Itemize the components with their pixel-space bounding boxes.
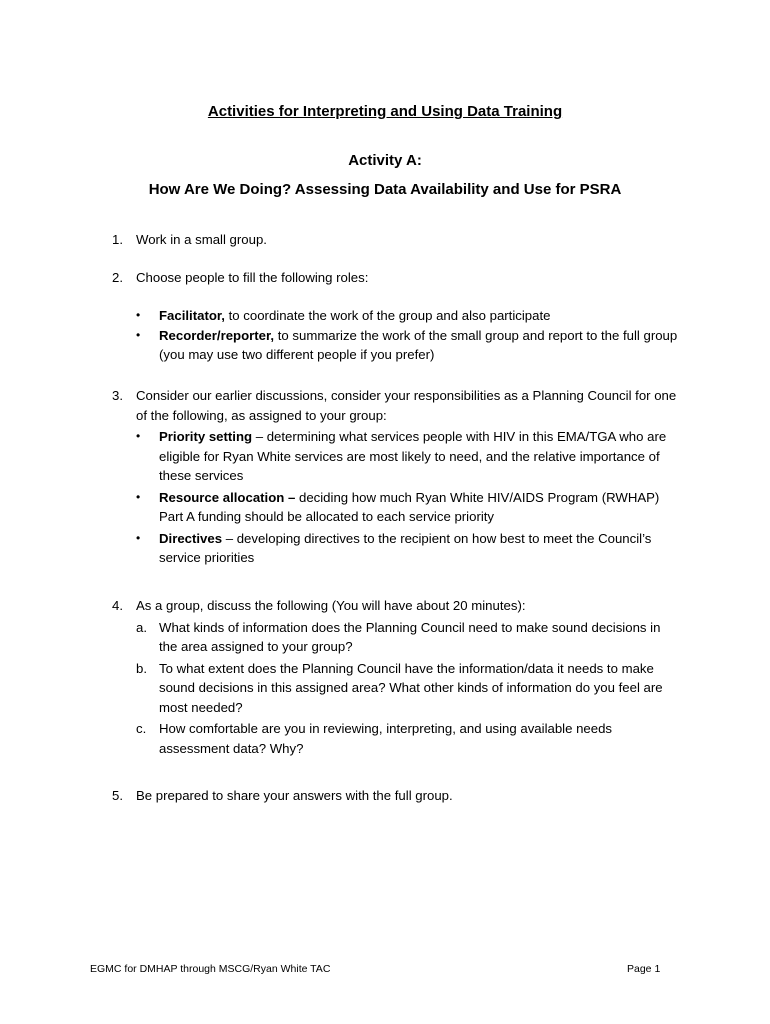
list-number: 3. <box>112 388 123 403</box>
list-item-4 <box>112 596 682 758</box>
responsibility-name: Directives <box>159 530 223 546</box>
list-text: As a group, discuss the following (You will have about 20 minutes): <box>136 598 526 613</box>
bullet-icon: • <box>136 530 141 545</box>
responsibility-description: deciding how much Ryan White HIV/AIDS Program (RWHAP) Part A funding should be allocated to each service priority <box>159 489 660 524</box>
list-number: 2. <box>112 270 123 285</box>
list-text: Be prepared to share your answers with the full group. <box>136 788 453 803</box>
role-description: to summarize the work of the small group and report to the full group (you may use two different people if you prefer) <box>159 327 678 362</box>
question-text: To what extent does the Planning Council have the information/data it needs to make sound decisions in this assigned area? What other kinds of information do you feel are most needed? <box>159 660 663 715</box>
list-item-5 <box>112 786 682 806</box>
bullet-icon: • <box>136 489 141 504</box>
page-number: Page 1 <box>627 963 661 975</box>
list-text: Consider our earlier discussions, consider your responsibilities as a Planning Council for one of the following, as assigned to your group: <box>136 388 677 423</box>
role-item-facilitator <box>136 306 682 326</box>
question-letter: c. <box>136 721 147 736</box>
list-text: Work in a small group. <box>136 232 267 247</box>
responsibility-resource-allocation <box>136 488 682 527</box>
responsibility-directives <box>136 529 682 568</box>
responsibility-name: Priority setting <box>159 429 253 444</box>
question-letter: a. <box>136 619 147 635</box>
question-text: What kinds of information does the Planning Council need to make sound decisions in the area assigned to your group? <box>159 619 661 654</box>
list-item-3 <box>112 386 682 568</box>
list-number: 5. <box>112 788 123 803</box>
list-number: 4. <box>112 598 123 613</box>
activity-label: Activity A: <box>348 152 422 169</box>
footer-credit: EGMC for DMHAP through MSCG/Ryan White TAC <box>90 963 331 975</box>
question-b <box>136 659 682 718</box>
question-a <box>136 618 682 657</box>
list-text: Choose people to fill the following roles: <box>136 270 369 285</box>
role-name: Facilitator, <box>159 308 225 323</box>
responsibility-priority-setting <box>136 427 682 486</box>
list-item-1 <box>112 230 682 250</box>
role-item-recorder <box>136 326 682 365</box>
bullet-icon: • <box>136 308 141 322</box>
question-c <box>136 719 682 758</box>
role-description: to coordinate the work of the group and also participate <box>224 308 551 323</box>
list-item-2 <box>112 268 682 288</box>
bullet-icon: • <box>136 327 141 342</box>
responsibility-description: – developing directives to the recipient on how best to meet the Council’s service priorities <box>159 530 652 565</box>
bullet-icon: • <box>136 429 141 443</box>
activity-title: How Are We Doing? Assessing Data Availability and Use for PSRA <box>148 181 622 198</box>
document-title: Activities for Interpreting and Using Data Training <box>207 103 563 120</box>
responsibility-name: Resource allocation – <box>159 489 296 505</box>
role-name: Recorder/reporter, <box>159 327 275 343</box>
roles-list <box>112 306 682 365</box>
question-text: How comfortable are you in reviewing, interpreting, and using available needs assessment data? Why? <box>159 721 613 756</box>
list-number: 1. <box>112 232 123 247</box>
question-letter: b. <box>136 660 147 676</box>
responsibility-description: – determining what services people with HIV in this EMA/TGA who are eligible for Ryan White services are most likely to need, and the relative importance of these services <box>159 429 667 483</box>
